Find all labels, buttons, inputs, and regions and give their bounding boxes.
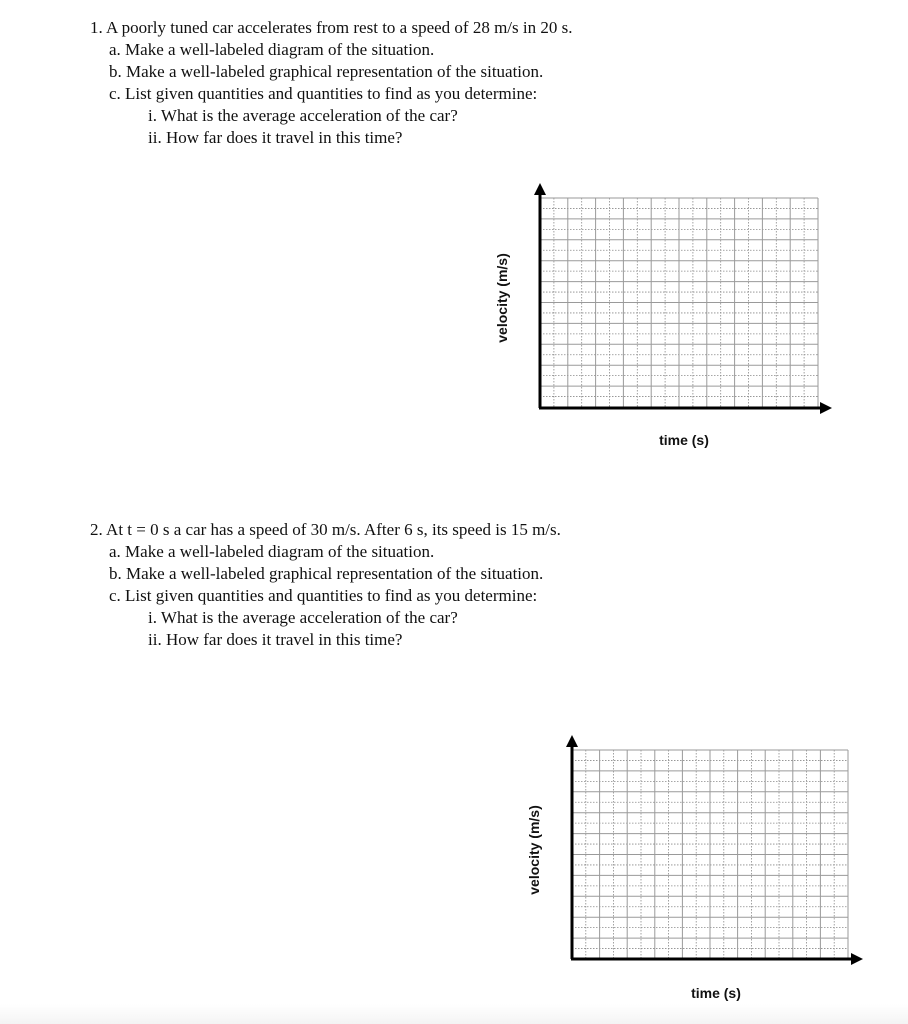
velocity-time-graph-2 <box>500 730 870 1010</box>
graph-1-y-label: velocity (m/s) <box>494 253 510 343</box>
problem-1-part-c: c. List given quantities and quantities to find as you determine: <box>109 84 538 103</box>
graph-2-x-arrowhead <box>851 953 863 965</box>
graph-1-x-arrowhead <box>820 402 832 414</box>
problem-1-part-a: a. Make a well-labeled diagram of the situation. <box>109 40 435 59</box>
graph-2-grid <box>572 750 848 959</box>
problem-2-question: 2. At t = 0 s a car has a speed of 30 m/s. After 6 s, its speed is 15 m/s. <box>90 520 561 539</box>
problem-2-part-a: a. Make a well-labeled diagram of the situation. <box>109 542 435 561</box>
graph-2-x-label: time (s) <box>691 985 741 1001</box>
graph-2-y-label: velocity (m/s) <box>526 805 542 895</box>
problem-2-part-c: c. List given quantities and quantities to find as you determine: <box>109 586 538 605</box>
problem-1-subpart-ii: ii. How far does it travel in this time? <box>148 128 403 147</box>
problem-1-part-b: b. Make a well-labeled graphical representation of the situation. <box>109 62 544 81</box>
problem-2-subpart-i: i. What is the average acceleration of the car? <box>148 608 458 627</box>
problem-2-part-b: b. Make a well-labeled graphical representation of the situation. <box>109 564 544 583</box>
problem-2-subpart-ii: ii. How far does it travel in this time? <box>148 630 403 649</box>
graph-1-y-arrowhead <box>534 183 546 195</box>
page-bottom-edge <box>0 1004 908 1024</box>
velocity-time-graph-1 <box>470 178 840 458</box>
graph-1-grid <box>540 198 818 407</box>
graph-2-y-arrowhead <box>566 735 578 747</box>
problem-1-question: 1. A poorly tuned car accelerates from rest to a speed of 28 m/s in 20 s. <box>90 18 573 37</box>
graph-1-x-label: time (s) <box>659 432 709 448</box>
problem-1-subpart-i: i. What is the average acceleration of the car? <box>148 106 458 125</box>
